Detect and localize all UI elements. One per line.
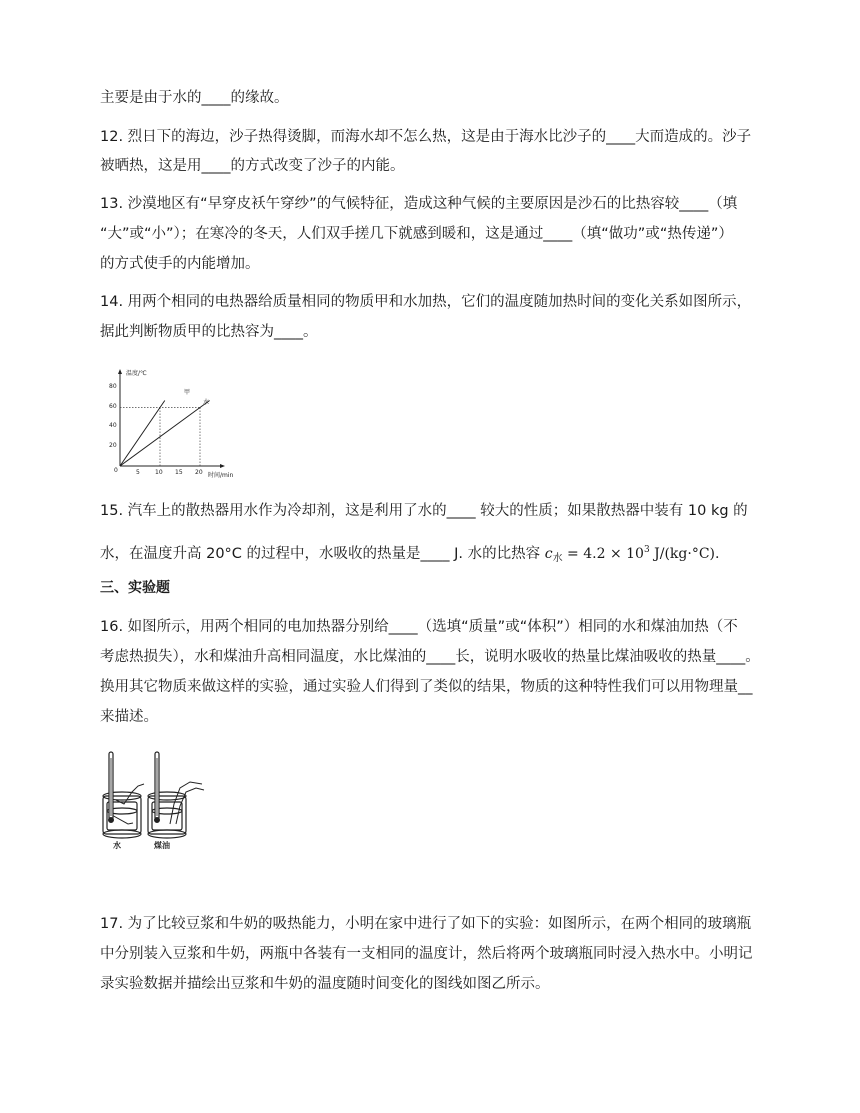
temperature-time-graph xyxy=(104,364,244,484)
question-14-line-2: 据此判断物质甲的比热容为____。 xyxy=(100,324,318,340)
series-label-water: 水 xyxy=(203,399,210,406)
question-13-line-3: 的方式使手的内能增加。 xyxy=(100,256,260,272)
formula-subscript: 水 xyxy=(552,553,563,564)
series-line-0 xyxy=(120,400,165,466)
question-14-line-1: 14. 用两个相同的电热器给质量相同的物质甲和水加热，它们的温度随加热时间的变化关系如图所示， xyxy=(100,294,752,310)
series-line-1 xyxy=(120,400,210,466)
question-17-line-1: 17. 为了比较豆浆和牛奶的吸热能力，小明在家中进行了如下的实验：如图所示，在两个相同的玻璃瓶 xyxy=(100,916,752,932)
question-16-line-3: 换用其它物质来做这样的实验，通过实验人们得到了类似的结果，物质的这种特性我们可以用物理量__ xyxy=(100,679,753,695)
y-tick-40: 40 xyxy=(109,422,117,429)
question-17-line-2: 中分别装入豆浆和牛奶，两瓶中各装有一支相同的温度计，然后将两个玻璃瓶同时浸入热水中。小明记 xyxy=(100,946,753,962)
question-13-line-1: 13. 沙漠地区有“早穿皮袄午穿纱”的气候特征，造成这种气候的主要原因是沙石的比热容较____（填 xyxy=(100,196,738,212)
beaker-label-water: 水 xyxy=(113,841,121,850)
x-axis-arrow xyxy=(220,464,225,468)
x-tick-20: 20 xyxy=(195,469,203,476)
origin-label: 0 xyxy=(114,467,118,474)
text-line: 主要是由于水的____的缘故。 xyxy=(100,90,289,106)
question-16-line-4: 来描述。 xyxy=(100,709,158,725)
kerosene-beaker xyxy=(148,752,204,838)
question-15-line-1: 15. 汽车上的散热器用水作为冷却剂，这是利用了水的____ 较大的性质；如果散热器中装有 10 kg 的 xyxy=(100,503,748,519)
question-12-line-2: 被晒热，这是用____的方式改变了沙子的内能。 xyxy=(100,158,405,174)
question-17-line-3: 录实验数据并描绘出豆浆和牛奶的温度随时间变化的图线如图乙所示。 xyxy=(100,976,550,992)
x-tick-10: 10 xyxy=(155,469,163,476)
formula-value: = 4.2 × 10 xyxy=(562,546,644,562)
question-16-line-2: 考虑热损失），水和煤油升高相同温度，水比煤油的____长，说明水吸收的热量比煤油吸收的热量____。 xyxy=(100,649,760,665)
formula-unit: J/(kg·°C). xyxy=(649,546,720,562)
question-16-line-1: 16. 如图所示，用两个相同的电加热器分别给____（选填“质量”或“体积”）相同的水和煤油加热（不 xyxy=(100,619,738,635)
x-tick-5: 5 xyxy=(136,469,140,476)
question-13-line-2: “大”或“小”）；在寒冷的冬天，人们双手搓几下就感到暖和，这是通过____（填“做功”或“热传递”） xyxy=(100,226,733,242)
series-label-jia: 甲 xyxy=(184,389,191,396)
y-axis-label: 温度/℃ xyxy=(126,370,147,377)
question-15-text: 水，在温度升高 20°C 的过程中，水吸收的热量是____ J. 水的比热容 xyxy=(100,546,545,562)
formula-exponent: 3 xyxy=(643,545,650,555)
beaker-label-kerosene: 煤油 xyxy=(154,841,170,850)
question-15-line-2 xyxy=(100,540,780,569)
formula-symbol: c xyxy=(544,546,553,562)
water-beaker xyxy=(103,752,144,838)
x-axis-label: 时间/min xyxy=(208,472,234,479)
y-tick-60: 60 xyxy=(109,403,117,410)
section-heading-experiment: 三、实验题 xyxy=(100,580,170,596)
question-12-line-1: 12. 烈日下的海边，沙子热得烫脚，而海水却不怎么热，这是由于海水比沙子的____大而造成的。沙子 xyxy=(100,129,752,145)
y-tick-20: 20 xyxy=(109,442,117,449)
x-tick-15: 15 xyxy=(175,469,183,476)
y-tick-80: 80 xyxy=(109,383,117,390)
specific-heat-formula xyxy=(545,546,720,562)
y-axis-arrow xyxy=(118,369,122,374)
beakers-figure xyxy=(98,748,218,853)
